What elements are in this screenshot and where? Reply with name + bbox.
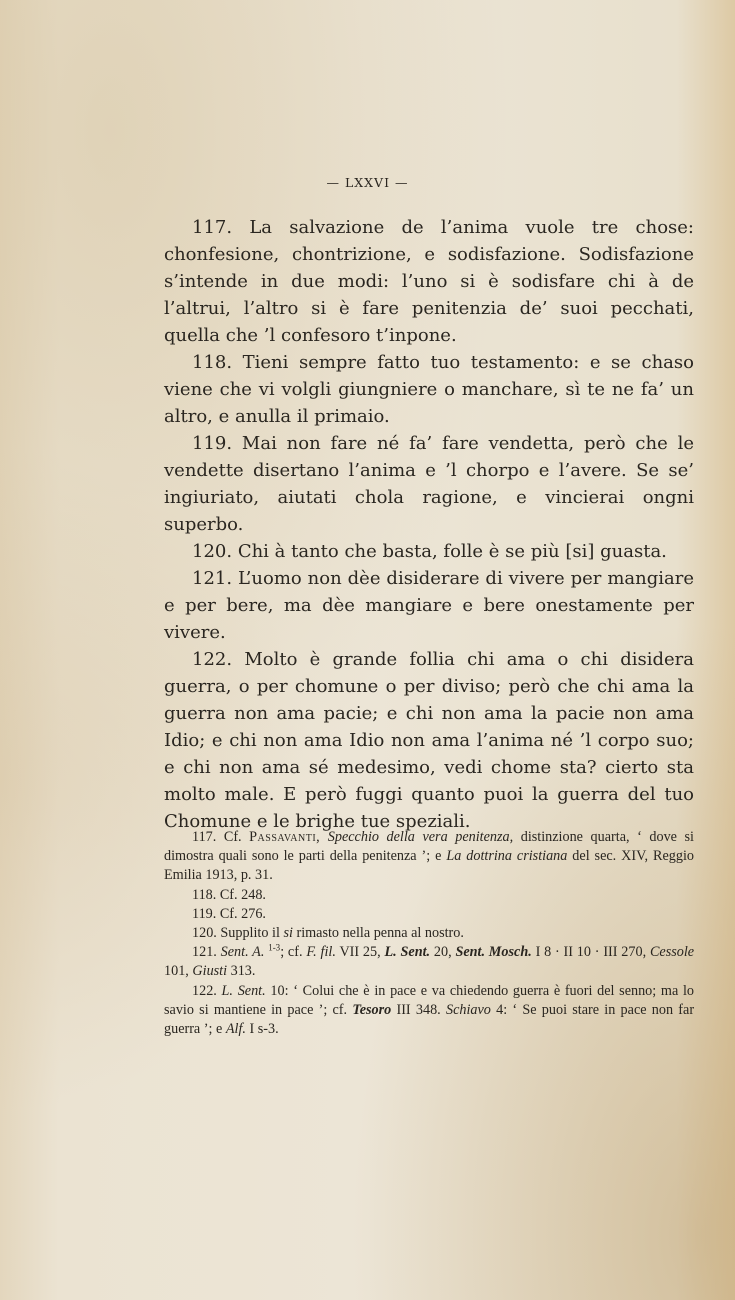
note-author: Passavanti, [249,829,321,845]
note-source: L. Sent. [221,982,266,999]
paragraph-number: 118. [192,352,233,373]
paragraph-number: 117. [192,217,233,238]
note-text: distinzione quarta, ‘ dove si dimostra quali sono le parti della penitenza ’; e [164,829,694,865]
note-source: Sent. A. [220,944,265,961]
note-source: F. fil. [306,944,336,961]
note-text: rimasto nella penna al nostro. [296,925,464,942]
note-source: Schiavo [445,1001,491,1018]
note-text: ; cf. [280,944,303,961]
paragraph-118 [164,349,694,430]
note-text: I s-3. [249,1021,279,1038]
note-117 [164,828,694,886]
paragraph-119 [164,430,694,538]
note-120 [164,924,694,943]
note-source: Alf. [225,1021,246,1038]
paragraph-117 [164,214,694,349]
paragraph-number: 122. [192,649,233,670]
note-source: Tesoro [352,1001,392,1018]
note-work-title: La dottrina cristiana [446,848,568,865]
note-119: 119. Cf. 276. [192,905,266,922]
note-italic: si [283,925,293,942]
paragraph-text: Molto è grande follia chi ama o chi disidera guerra, o per chomune o per diviso; però che chi ama la guerra non ama pacie; e chi non ama la pacie non ama Idio; e chi non ama Idio non ama l’anima né ’l corpo suo; e chi non ama sé medesimo, vedi chome sta? cierto sta molto male. E però fuggi quanto puoi la guerra del tuo Chomune e le brighe tue speziali. [164,649,694,832]
note-text: 313. [230,963,256,980]
note-118: 118. Cf. 248. [192,886,266,903]
note-source: Sent. Mosch. [455,944,532,961]
main-text [164,214,694,835]
note-source: L. Sent. [384,944,431,961]
note-text: 101, [164,963,189,980]
note-text: 120. Supplito il [192,925,280,942]
note-superscript: 1-3 [268,942,281,953]
note-number: 121. [192,944,217,961]
note-text: 4: ‘ Se puoi stare in pace non far guerra ’; e [164,1001,695,1038]
paragraph-text: L’uomo non dèe disiderare di vivere per mangiare e per bere, ma dèe mangiare e bere onestamente per vivere. [164,568,694,643]
note-source: Giusti [192,963,228,980]
note-work-title: Specchio della vera penitenza, [327,829,514,845]
note-source: Cessole [649,944,695,961]
paragraph-number: 121. [192,568,233,589]
note-text: 20, [433,944,452,961]
note-number: 117. Cf. [192,829,242,845]
paragraph-text: Tieni sempre fatto tuo testamento: e se chaso viene che vi volgli giungniere o manchare, sì te ne fa’ un altro, e anulla il primaio. [164,352,694,427]
paragraph-120 [164,538,694,565]
note-number: 122. [192,982,217,999]
paragraph-number: 120. [192,541,233,562]
footnotes [164,828,694,1039]
note-text: I 8 · II 10 · III 270, [535,944,647,961]
note-121 [164,943,694,981]
running-head: — LXXVI — [326,175,409,190]
paragraph-121 [164,565,694,646]
paragraph-text: La salvazione de l’anima vuole tre chose: chonfesione, chontrizione, e sodisfazione. Sodisfazione s’intende in due modi: l’uno si è sodisfare chi à de l’altrui, l’altro si è fare penitenzia de’ suoi pecchati, quella che ’l confesoro t’inpone. [164,217,694,346]
note-text: VII 25, [339,944,381,961]
paragraph-text: Chi à tanto che basta, folle è se più [si] guasta. [237,541,667,562]
paragraph-number: 119. [192,433,233,454]
note-text: del sec. XIV, Reggio Emilia 1913, p. 31. [164,848,695,884]
paragraph-122 [164,646,694,835]
paragraph-text: Mai non fare né fa’ fare vendetta, però che le vendette disertano l’anima e ’l chorpo e l’avere. Se se’ ingiuriato, aiutati chola ragione, e vincierai ongni superbo. [164,433,694,535]
note-text: III 348. [396,1001,441,1018]
note-122 [164,982,694,1040]
note-text: 10: ‘ Colui che è in pace e va chiedendo guerra è fuori del senno; ma lo savio si mantiene in pace ’; cf. [164,982,695,1018]
